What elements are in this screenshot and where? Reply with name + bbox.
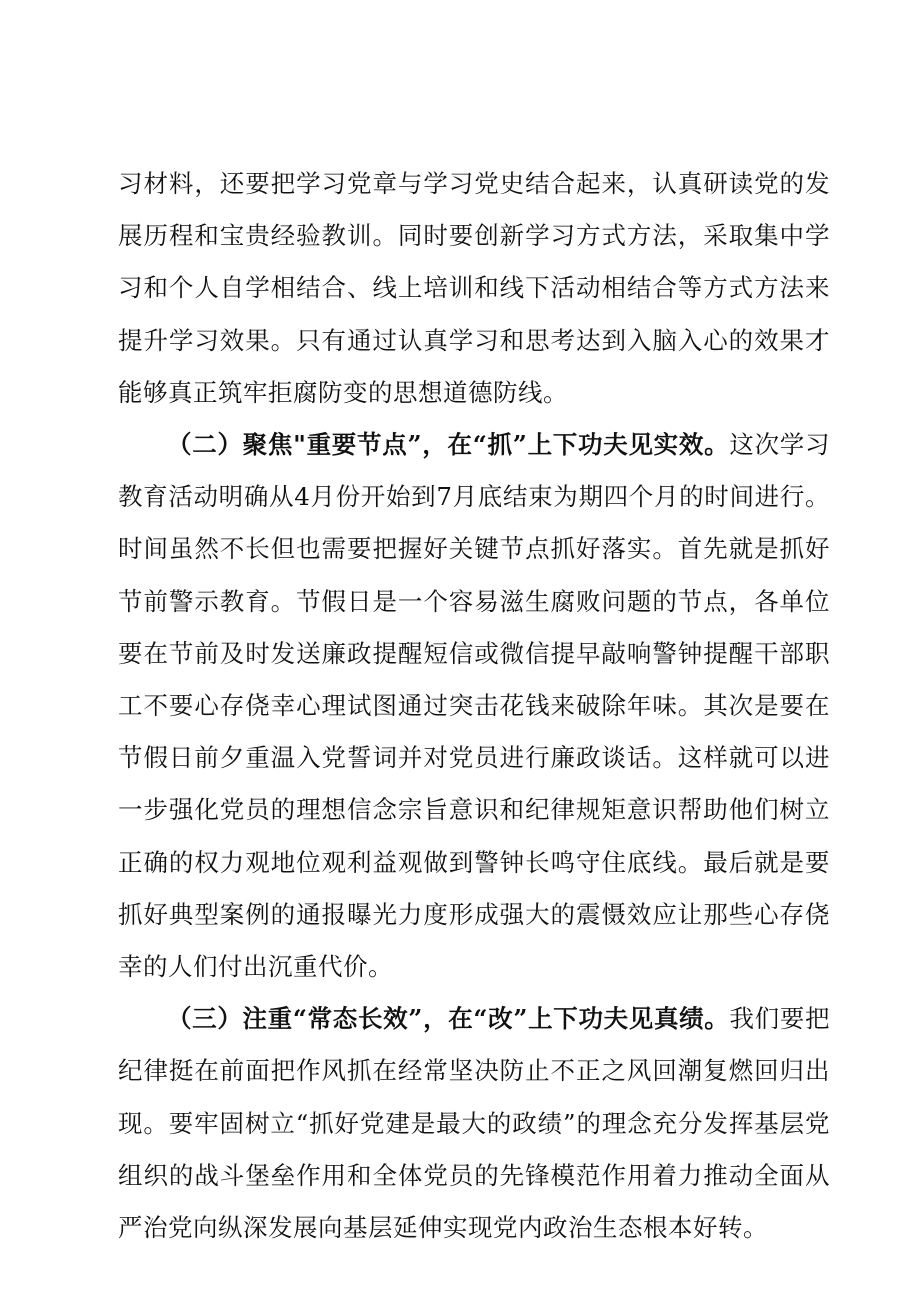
paragraph-text: 这次学习教育活动明确从4月份开始到7月底结束为期四个月的时间进行。时间虽然不长但也需要把握好关键节点抓好落实。首先就是抓好节前警示教育。节假日是一个容易滋生腐败问题的节点，各单位要在节前及时发送廉政提醒短信或微信提早敲响警钟提醒干部职工不要心存侥幸心理试图通过突击花钱来破除年味。其次是要在节假日前夕重温入党誓词并对党员进行廉政谈话。这样就可以进一步强化党员的理想信念宗旨意识和纪律规矩意识帮助他们树立正确的权力观地位观利益观做到警钟长鸣守住底线。最后就是要抓好典型案例的通报曝光力度形成强大的震慑效应让那些心存侥幸的人们付出沉重代价。 <box>118 430 831 982</box>
paragraph-section-three <box>118 993 830 1254</box>
section-heading-two: （二）聚焦"重要节点”，在“抓”上下功夫见实效。 <box>167 430 730 460</box>
paragraph-text: 我们要把纪律挺在前面把作风抓在经常坚决防止不正之风回潮复燃回归出现。要牢固树立“抓好党建是最大的政绩”的理念充分发挥基层党组织的战斗堡垒作用和全体党员的先锋模范作用着力推动全面从严治党向纵深发展向基层延伸实现党内政治生态根本好转。 <box>118 1004 830 1243</box>
document-body <box>118 158 830 1254</box>
paragraph-section-two <box>118 419 830 993</box>
section-heading-three: （三）注重“常态长效”，在“改”上下功夫见真绩。 <box>167 1004 730 1034</box>
paragraph-text: 习材料，还要把学习党章与学习党史结合起来，认真研读党的发展历程和宝贵经验教训。同时要创新学习方式方法，采取集中学习和个人自学相结合、线上培训和线下活动相结合等方式方法来提升学习效果。只有通过认真学习和思考达到入脑入心的效果才能够真正筑牢拒腐防变的思想道德防线。 <box>118 169 830 407</box>
paragraph-continued <box>118 158 830 419</box>
